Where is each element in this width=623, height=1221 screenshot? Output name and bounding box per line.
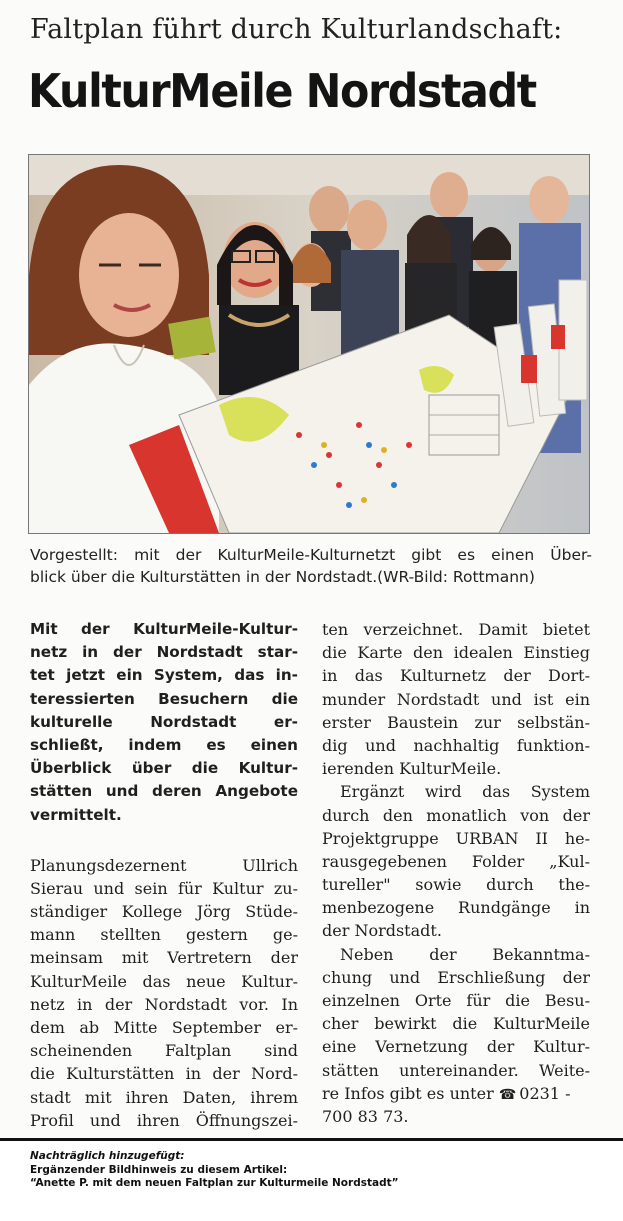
note-heading: Nachträglich hinzugefügt: <box>30 1150 185 1162</box>
body-line: dem ab Mitte September er- <box>30 1018 298 1037</box>
body-line: re Infos gibt es unter <box>322 1083 494 1103</box>
body-line: die Kulturstätten in der Nord- <box>30 1064 298 1084</box>
lead-line: kulturelle Nordstadt er- <box>30 712 298 731</box>
body-line: stätten untereinander. Weite- <box>322 1060 590 1080</box>
lead-line: teressierten Besuchern die <box>30 689 298 708</box>
body-line: meinsam mit Vertretern der <box>30 948 298 968</box>
body-line: Projektgruppe URBAN II he- <box>322 828 590 848</box>
body-paragraph <box>322 780 590 942</box>
body-line: in das Kulturnetz der Dort- <box>322 666 590 686</box>
body-line: stadt mit ihren Daten, ihrem <box>30 1087 298 1107</box>
divider <box>0 1138 623 1141</box>
photo-caption <box>30 544 592 588</box>
note-line: “Anette P. mit dem neuen Faltplan zur Kulturmeile Nordstadt” <box>30 1177 399 1189</box>
body-line: einzelnen Orte für die Besu- <box>322 991 590 1010</box>
body-line: erster Baustein zur selbstän- <box>322 712 590 732</box>
body-line: munder Nordstadt und ist ein <box>322 689 590 709</box>
body-paragraph <box>322 618 590 780</box>
lead-line: Überblick über die Kultur- <box>30 759 298 778</box>
body-line: ständiger Kollege Jörg Stüde- <box>30 902 298 922</box>
body-paragraph <box>30 854 298 1132</box>
body-line: netz in der Nordstadt vor. In <box>30 994 298 1014</box>
caption-line: Vorgestellt: mit der KulturMeile-Kulturnetzt gibt es einen Über- <box>30 546 592 564</box>
body-line: tureller" sowie durch the- <box>322 875 590 895</box>
body-line: ten verzeichnet. Damit bietet <box>322 620 590 639</box>
article-kicker: Faltplan führt durch Kulturlandschaft: <box>30 14 563 45</box>
body-line: menbezogene Rundgänge in <box>322 898 590 918</box>
body-line: durch den monatlich von der <box>322 805 590 825</box>
body-line: Profil und ihren Öffnungszei- <box>30 1110 298 1130</box>
body-line: mann stellten gestern ge- <box>30 925 298 945</box>
body-line: scheinenden Faltplan sind <box>30 1041 298 1061</box>
telephone-icon: ☎ <box>498 1086 517 1103</box>
phone-number: 0231 - <box>519 1083 571 1103</box>
lead-line: Mit der KulturMeile-Kultur- <box>30 620 298 638</box>
article-column-right <box>322 618 590 1128</box>
body-paragraph <box>322 943 590 1129</box>
body-line: rausgegebenen Folder „Kul- <box>322 851 590 871</box>
lead-line: stätten und deren Angebote <box>30 782 298 801</box>
body-line: cher bewirkt die KulturMeile <box>322 1014 590 1034</box>
article-headline: KulturMeile Nordstadt <box>28 64 536 118</box>
body-line: Neben der Bekanntma- <box>340 944 590 964</box>
phone-number-continued: 700 83 73. <box>322 1106 409 1126</box>
body-line: ierenden KulturMeile. <box>322 759 502 779</box>
body-line: Planungsdezernent Ullrich <box>30 855 298 875</box>
article-lead <box>30 618 298 827</box>
article-column-left <box>30 618 298 1132</box>
body-line: Ergänzt wird das System <box>340 782 590 802</box>
body-line: dig und nachhaltig funktion- <box>322 735 590 755</box>
body-line: eine Vernetzung der Kultur- <box>322 1037 590 1057</box>
body-line: Sierau und sein für Kultur zu- <box>30 878 298 898</box>
caption-line: blick über die Kulturstätten in der Nordstadt.(WR-Bild: Rottmann) <box>30 568 535 586</box>
note-line: Ergänzender Bildhinweis zu diesem Artikel: <box>30 1163 288 1176</box>
added-note <box>30 1150 610 1191</box>
lead-line: vermittelt. <box>30 805 122 824</box>
lead-line: netz in der Nordstadt star- <box>30 643 298 662</box>
lead-line: tet jetzt ein System, das in- <box>30 666 298 685</box>
body-line: KulturMeile das neue Kultur- <box>30 971 298 991</box>
lead-line: schließt, indem es einen <box>30 735 298 754</box>
body-line: die Karte den idealen Einstieg <box>322 643 590 663</box>
article-photo <box>28 154 590 534</box>
body-line: chung und Erschließung der <box>322 967 590 987</box>
body-line: der Nordstadt. <box>322 921 442 941</box>
contact-line <box>322 1082 590 1105</box>
